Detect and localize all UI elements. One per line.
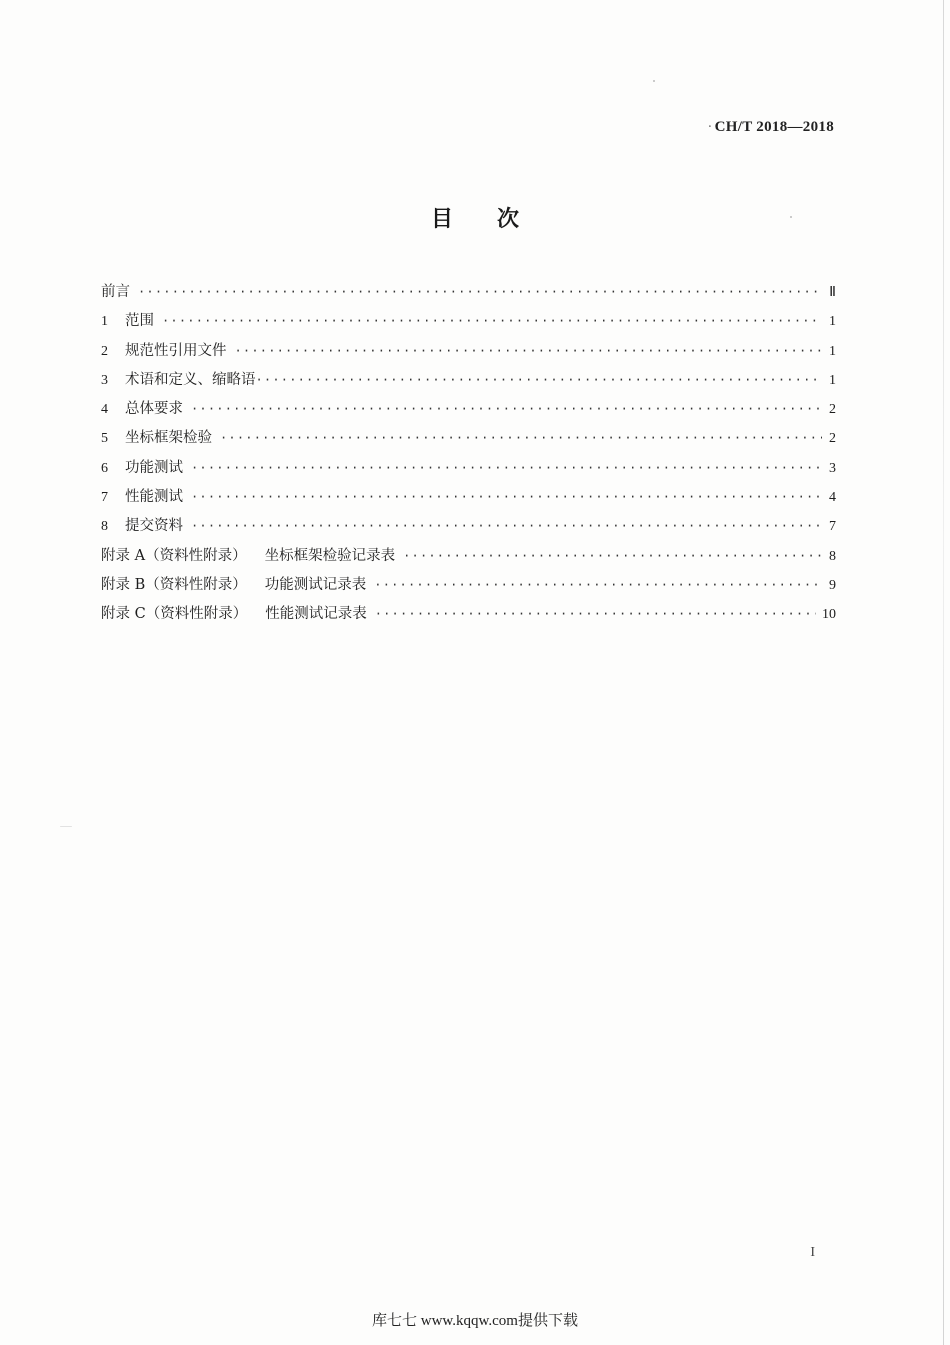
scan-speck (60, 826, 72, 827)
toc-annex-title: 性能测试记录表 (265, 606, 367, 623)
toc-entry-foreword[interactable] (101, 280, 836, 309)
page-title-part2: 次 (497, 207, 520, 232)
toc-annex-label: 附录 B（资料性附录） (101, 576, 247, 593)
toc-entry-number: 2 (101, 343, 108, 359)
toc-entry-number: 7 (101, 490, 108, 506)
document-code (707, 119, 834, 136)
toc-annex-label: 附录 A（资料性附录） (101, 547, 247, 564)
toc-entry-label: 总体要求 (125, 401, 183, 418)
toc-entry-1[interactable] (101, 309, 836, 338)
toc-entry-8[interactable] (101, 514, 836, 543)
toc-entry-label: 范围 (125, 313, 154, 330)
toc-dot-leader (374, 578, 822, 592)
toc-entry-page: 3 (829, 460, 836, 476)
toc-annex-title: 坐标框架检验记录表 (264, 547, 396, 564)
toc-dot-leader (375, 607, 816, 621)
toc-entry-7[interactable] (101, 485, 836, 514)
scan-speck (653, 80, 655, 82)
toc-dot-leader (138, 285, 822, 299)
toc-entry-page: 1 (829, 372, 836, 388)
toc-entry-label: 功能测试 (125, 459, 183, 476)
toc-entry-2[interactable] (101, 339, 836, 368)
toc-dot-leader (191, 490, 822, 504)
toc-dot-leader (235, 344, 823, 358)
toc-entry-label: 规范性引用文件 (125, 342, 227, 359)
toc-entry-5[interactable] (101, 426, 836, 455)
toc-annex-label: 附录 C（资料性附录） (101, 606, 248, 623)
toc-entry-page: 1 (829, 343, 836, 359)
toc-entry-annex-b[interactable] (101, 573, 836, 602)
toc-entry-annex-c[interactable] (101, 602, 836, 631)
table-of-contents (101, 280, 836, 632)
toc-entry-page: 7 (829, 519, 836, 535)
toc-entry-page: 10 (822, 607, 836, 623)
toc-entry-page: 2 (829, 431, 836, 447)
toc-entry-label: 提交资料 (125, 518, 183, 535)
toc-entry-page: 4 (829, 490, 836, 506)
toc-entry-page: 2 (829, 402, 836, 418)
page-number: I (810, 1245, 815, 1260)
toc-dot-leader (403, 549, 822, 563)
toc-entry-page: 1 (829, 314, 836, 330)
toc-entry-label: 性能测试 (125, 489, 183, 506)
toc-entry-number: 6 (101, 460, 108, 476)
toc-entry-page: 8 (829, 548, 836, 564)
toc-dot-leader (191, 402, 822, 416)
toc-entry-number: 3 (101, 372, 108, 388)
page-title (0, 202, 950, 233)
toc-entry-page: 9 (829, 577, 836, 593)
toc-entry-number: 4 (101, 402, 108, 418)
toc-entry-6[interactable] (101, 456, 836, 485)
toc-dot-leader (191, 461, 822, 475)
toc-entry-page: Ⅱ (829, 285, 836, 300)
download-watermark: 库七七 www.kqqw.com提供下载 (372, 1313, 578, 1329)
toc-entry-annex-a[interactable] (101, 544, 836, 573)
toc-entry-label: 坐标框架检验 (125, 430, 212, 447)
scan-speck (790, 216, 792, 218)
toc-entry-label: 术语和定义、缩略语 (125, 371, 256, 388)
document-code-text: CH/T 2018—2018 (714, 119, 834, 135)
toc-entry-label: 前言 (101, 284, 130, 300)
toc-entry-3[interactable] (101, 368, 836, 397)
toc-dot-leader (191, 519, 822, 533)
toc-entry-number: 1 (101, 314, 108, 330)
toc-dot-leader (162, 314, 822, 328)
toc-entry-4[interactable] (101, 397, 836, 426)
toc-dot-leader (220, 431, 822, 445)
page-title-part1: 目 (430, 207, 453, 232)
toc-entry-number: 5 (101, 431, 108, 447)
lead-dot: · (707, 119, 713, 135)
toc-dot-leader (256, 373, 823, 387)
toc-entry-number: 8 (101, 519, 108, 535)
toc-annex-title: 功能测试记录表 (264, 576, 367, 593)
